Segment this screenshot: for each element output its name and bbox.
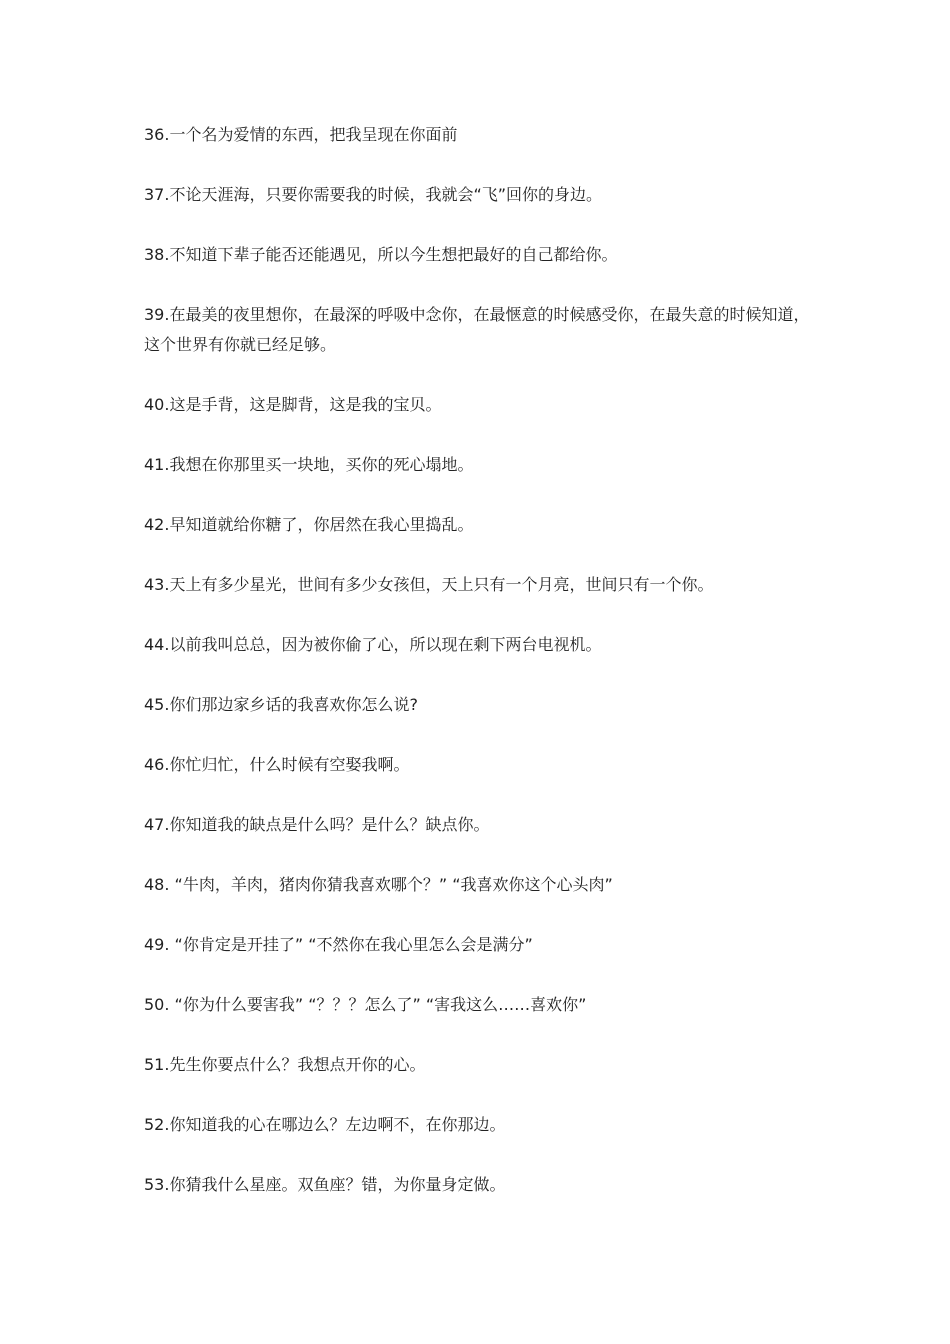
document-body [144, 120, 816, 1230]
list-item: 50. “你为什么要害我” “？？？怎么了” “害我这么……喜欢你” [144, 995, 587, 1014]
list-item: 51.先生你要点什么？我想点开你的心。 [144, 1055, 426, 1074]
list-item: 42.早知道就给你糖了，你居然在我心里捣乱。 [144, 515, 474, 534]
list-item: 47.你知道我的缺点是什么吗？是什么？缺点你。 [144, 815, 490, 834]
list-item: 43.天上有多少星光，世间有多少女孩但，天上只有一个月亮，世间只有一个你。 [144, 575, 714, 594]
list-item: 53.你猜我什么星座。双鱼座？错，为你量身定做。 [144, 1175, 506, 1194]
list-item: 49. “你肯定是开挂了” “不然你在我心里怎么会是满分” [144, 935, 533, 954]
list-item: 45.你们那边家乡话的我喜欢你怎么说? [144, 695, 418, 714]
list-item: 48. “牛肉，羊肉，猪肉你猜我喜欢哪个？” “我喜欢你这个心头肉” [144, 875, 613, 894]
list-item: 46.你忙归忙，什么时候有空娶我啊。 [144, 755, 410, 774]
list-item: 39.在最美的夜里想你，在最深的呼吸中念你，在最惬意的时候感受你，在最失意的时候知道，这个世界有你就已经足够。 [144, 305, 810, 354]
list-item: 40.这是手背，这是脚背，这是我的宝贝。 [144, 395, 442, 414]
list-item: 41.我想在你那里买一块地，买你的死心塌地。 [144, 455, 474, 474]
list-item: 52.你知道我的心在哪边么？左边啊不，在你那边。 [144, 1115, 506, 1134]
list-item: 38.不知道下辈子能否还能遇见，所以今生想把最好的自己都给你。 [144, 245, 618, 264]
list-item: 44.以前我叫总总，因为被你偷了心，所以现在剩下两台电视机。 [144, 635, 602, 654]
list-item: 37.不论天涯海，只要你需要我的时候，我就会“飞”回你的身边。 [144, 185, 603, 204]
list-item: 36.一个名为爱情的东西，把我呈现在你面前 [144, 125, 458, 144]
